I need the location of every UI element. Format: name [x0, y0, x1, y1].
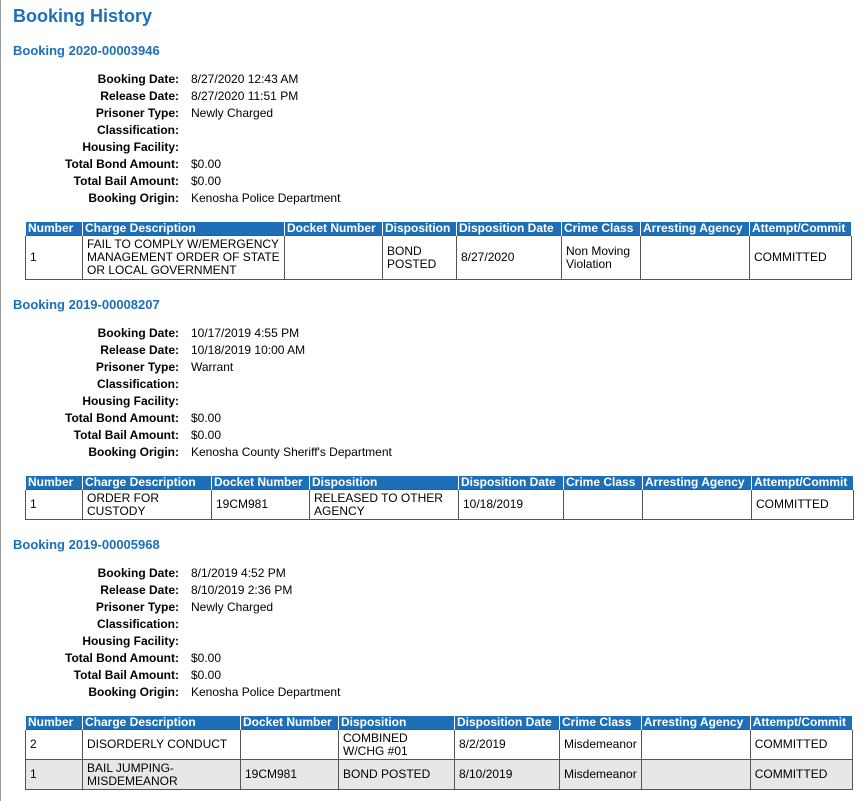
detail-label: Total Bond Amount: — [65, 411, 179, 425]
cell-disposition-date: 8/27/2020 — [457, 236, 562, 280]
cell-attempt-commit: COMMITTED — [752, 490, 854, 520]
detail-classification — [13, 376, 858, 393]
detail-label: Booking Date: — [97, 566, 179, 580]
detail-release-date — [13, 88, 858, 105]
cell-arresting-agency — [641, 730, 750, 760]
column-header: Crime Class — [562, 222, 641, 236]
cell-crime-class: Misdemeanor — [560, 730, 642, 760]
column-header: Disposition — [383, 222, 457, 236]
column-header: Arresting Agency — [643, 476, 752, 490]
column-header: Arresting Agency — [641, 716, 750, 730]
cell-description: FAIL TO COMPLY W/EMERGENCY MANAGEMENT ORDER OF STATE OR LOCAL GOVERNMENT — [83, 236, 285, 280]
column-header: Disposition Date — [455, 716, 560, 730]
detail-value: 8/1/2019 4:52 PM — [191, 566, 286, 580]
detail-value: 8/27/2020 12:43 AM — [191, 72, 299, 86]
detail-booking-origin — [13, 684, 858, 701]
table-header-row — [26, 476, 854, 490]
detail-label: Classification: — [96, 377, 179, 391]
cell-attempt-commit: COMMITTED — [750, 760, 852, 790]
cell-crime-class: Misdemeanor — [560, 760, 642, 790]
detail-release-date — [13, 342, 858, 359]
detail-booking-origin — [13, 190, 858, 207]
detail-prisoner-type — [13, 599, 858, 616]
column-header: Disposition Date — [459, 476, 564, 490]
detail-classification — [13, 616, 858, 633]
detail-booking-date — [13, 565, 858, 582]
detail-value: $0.00 — [191, 174, 222, 188]
column-header: Disposition — [339, 716, 455, 730]
detail-value: 10/18/2019 10:00 AM — [191, 343, 306, 357]
detail-booking-date — [13, 325, 858, 342]
column-header: Charge Description — [83, 222, 285, 236]
detail-label: Housing Facility: — [82, 140, 179, 154]
detail-booking-origin — [13, 444, 858, 461]
detail-label: Booking Date: — [97, 326, 179, 340]
detail-label: Total Bond Amount: — [65, 157, 179, 171]
detail-total-bail — [13, 427, 858, 444]
detail-value: Newly Charged — [191, 106, 274, 120]
detail-value: $0.00 — [191, 668, 222, 682]
detail-label: Classification: — [96, 617, 179, 631]
column-header: Docket Number — [285, 222, 383, 236]
detail-classification — [13, 122, 858, 139]
column-header: Charge Description — [83, 476, 212, 490]
detail-value: $0.00 — [191, 428, 222, 442]
detail-label: Booking Date: — [97, 72, 179, 86]
detail-label: Prisoner Type: — [95, 360, 179, 374]
detail-label: Housing Facility: — [82, 634, 179, 648]
detail-housing-facility — [13, 393, 858, 410]
detail-value: 10/17/2019 4:55 PM — [191, 326, 300, 340]
page-title: Booking History — [13, 6, 153, 26]
detail-value: Newly Charged — [191, 600, 274, 614]
detail-value: Kenosha County Sheriff's Department — [191, 445, 392, 459]
table-row — [26, 730, 853, 760]
column-header: Disposition — [310, 476, 459, 490]
table-header-row — [26, 716, 853, 730]
charges-table — [25, 222, 852, 280]
cell-attempt-commit: COMMITTED — [750, 236, 852, 280]
detail-prisoner-type — [13, 359, 858, 376]
column-header: Number — [26, 222, 83, 236]
detail-label: Total Bail Amount: — [73, 174, 179, 188]
cell-number: 1 — [26, 236, 83, 280]
detail-label: Booking Origin: — [88, 445, 179, 459]
charges-table — [25, 476, 854, 520]
cell-disposition: BOND POSTED — [339, 760, 455, 790]
detail-prisoner-type — [13, 105, 858, 122]
column-header: Crime Class — [560, 716, 642, 730]
cell-attempt-commit: COMMITTED — [750, 730, 852, 760]
cell-description: DISORDERLY CONDUCT — [83, 730, 241, 760]
detail-value: Warrant — [191, 360, 234, 374]
detail-label: Release Date: — [100, 89, 179, 103]
detail-label: Release Date: — [100, 583, 179, 597]
table-row — [26, 760, 853, 790]
table-row — [26, 236, 852, 280]
cell-number: 2 — [26, 730, 83, 760]
detail-value: $0.00 — [191, 157, 222, 171]
detail-housing-facility — [13, 633, 858, 650]
column-header: Crime Class — [564, 476, 643, 490]
detail-total-bond — [13, 650, 858, 667]
column-header: Charge Description — [83, 716, 241, 730]
left-border — [0, 0, 1, 801]
cell-arresting-agency — [641, 760, 750, 790]
detail-total-bond — [13, 410, 858, 427]
detail-label: Booking Origin: — [88, 191, 179, 205]
detail-value: Kenosha Police Department — [191, 685, 341, 699]
cell-disposition-date: 10/18/2019 — [459, 490, 564, 520]
detail-value: $0.00 — [191, 411, 222, 425]
detail-label: Classification: — [96, 123, 179, 137]
cell-number: 1 — [26, 760, 83, 790]
cell-disposition: RELEASED TO OTHER AGENCY — [310, 490, 459, 520]
detail-value: Kenosha Police Department — [191, 191, 341, 205]
table-row — [26, 490, 854, 520]
cell-docket-number — [241, 730, 339, 760]
cell-disposition-date: 8/2/2019 — [455, 730, 560, 760]
cell-number: 1 — [26, 490, 83, 520]
detail-label: Release Date: — [100, 343, 179, 357]
detail-label: Booking Origin: — [88, 685, 179, 699]
detail-label: Prisoner Type: — [95, 600, 179, 614]
charges-table — [25, 716, 853, 790]
cell-docket-number — [285, 236, 383, 280]
booking-title: Booking 2019-00005968 — [13, 537, 160, 552]
detail-value: 8/10/2019 2:36 PM — [191, 583, 293, 597]
cell-docket-number: 19CM981 — [241, 760, 339, 790]
detail-housing-facility — [13, 139, 858, 156]
cell-arresting-agency — [643, 490, 752, 520]
booking-details — [13, 71, 858, 207]
detail-booking-date — [13, 71, 858, 88]
cell-docket-number: 19CM981 — [212, 490, 310, 520]
detail-total-bail — [13, 667, 858, 684]
cell-description: ORDER FOR CUSTODY — [83, 490, 212, 520]
detail-total-bond — [13, 156, 858, 173]
booking-section — [13, 42, 858, 207]
column-header: Disposition Date — [457, 222, 562, 236]
cell-disposition: BOND POSTED — [383, 236, 457, 280]
column-header: Number — [26, 476, 83, 490]
column-header: Attempt/Commit — [750, 222, 852, 236]
booking-section — [13, 536, 858, 701]
cell-disposition: COMBINED W/CHG #01 — [339, 730, 455, 760]
cell-description: BAIL JUMPING-MISDEMEANOR — [83, 760, 241, 790]
cell-arresting-agency — [641, 236, 750, 280]
booking-title: Booking 2020-00003946 — [13, 43, 160, 58]
detail-label: Total Bond Amount: — [65, 651, 179, 665]
detail-label: Total Bail Amount: — [73, 668, 179, 682]
detail-label: Total Bail Amount: — [73, 428, 179, 442]
column-header: Docket Number — [212, 476, 310, 490]
detail-total-bail — [13, 173, 858, 190]
detail-label: Housing Facility: — [82, 394, 179, 408]
column-header: Docket Number — [241, 716, 339, 730]
detail-release-date — [13, 582, 858, 599]
column-header: Number — [26, 716, 83, 730]
booking-title: Booking 2019-00008207 — [13, 297, 160, 312]
table-header-row — [26, 222, 852, 236]
booking-details — [13, 565, 858, 701]
cell-crime-class: Non Moving Violation — [562, 236, 641, 280]
column-header: Arresting Agency — [641, 222, 750, 236]
detail-label: Prisoner Type: — [95, 106, 179, 120]
booking-section — [13, 296, 858, 461]
detail-value: 8/27/2020 11:51 PM — [191, 89, 299, 103]
detail-value: $0.00 — [191, 651, 222, 665]
cell-disposition-date: 8/10/2019 — [455, 760, 560, 790]
column-header: Attempt/Commit — [752, 476, 854, 490]
cell-crime-class — [564, 490, 643, 520]
column-header: Attempt/Commit — [750, 716, 852, 730]
booking-details — [13, 325, 858, 461]
